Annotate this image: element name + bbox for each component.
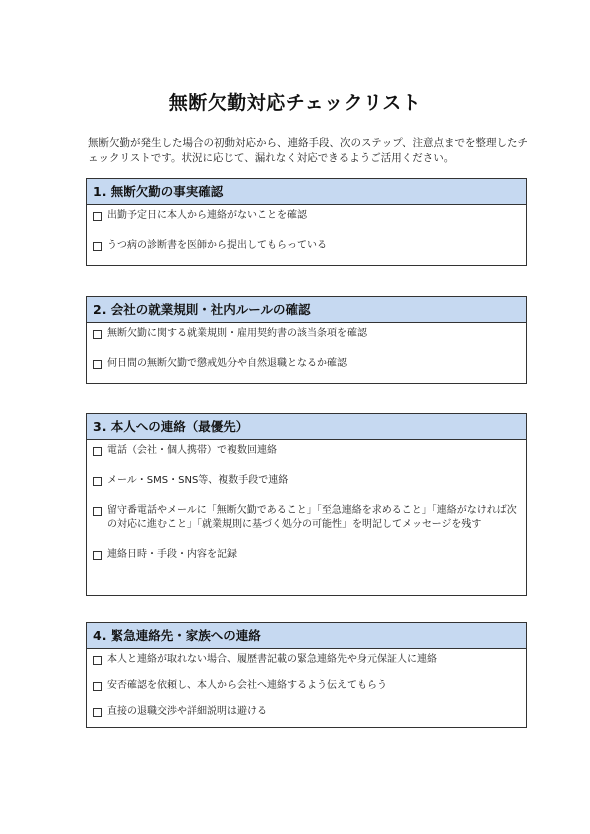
section-heading: 3. 本人への連絡（最優先） [87, 414, 526, 440]
list-item [93, 504, 520, 532]
item-text: うつ病の診断書を医師から提出してもらっている [107, 240, 327, 251]
checkbox[interactable] [93, 656, 102, 665]
checkbox[interactable] [93, 477, 102, 486]
item-text: 連絡日時・手段・内容を記録 [107, 549, 237, 560]
item-text: メール・SMS・SNS等、複数手段で連絡 [107, 475, 289, 486]
section-heading: 1. 無断欠勤の事実確認 [87, 179, 526, 205]
checkbox[interactable] [93, 682, 102, 691]
checkbox[interactable] [93, 330, 102, 339]
list-item [93, 327, 520, 341]
item-text: 留守番電話やメールに「無断欠勤であること」「至急連絡を求めること」「連絡がなければ次の対応に進むこと」「就業規則に基づく処分の可能性」を明記してメッセージを残す [107, 505, 517, 530]
item-text: 本人と連絡が取れない場合、履歴書記載の緊急連絡先や身元保証人に連絡 [107, 654, 437, 665]
checkbox[interactable] [93, 447, 102, 456]
list-item [93, 705, 520, 719]
checkbox[interactable] [93, 242, 102, 251]
list-item [93, 444, 520, 458]
list-item [93, 357, 520, 371]
list-item [93, 209, 520, 223]
page-title: 無断欠勤対応チェックリスト [168, 92, 422, 114]
section-rules-check [86, 296, 527, 384]
checkbox[interactable] [93, 551, 102, 560]
section-heading: 2. 会社の就業規則・社内ルールの確認 [87, 297, 526, 323]
section-fact-check [86, 178, 527, 266]
section-emergency-contact [86, 622, 527, 728]
checkbox[interactable] [93, 212, 102, 221]
section-contact-employee [86, 413, 527, 596]
checkbox[interactable] [93, 360, 102, 369]
item-text: 安否確認を依頼し、本人から会社へ連絡するよう伝えてもらう [107, 680, 387, 691]
item-text: 何日間の無断欠勤で懲戒処分や自然退職となるか確認 [107, 358, 347, 369]
list-item [93, 653, 520, 667]
list-item [93, 679, 520, 693]
list-item [93, 548, 520, 562]
item-text: 出勤予定日に本人から連絡がないことを確認 [107, 210, 307, 221]
checkbox[interactable] [93, 708, 102, 717]
intro-text: 無断欠勤が発生した場合の初動対応から、連絡手段、次のステップ、注意点までを整理したチェックリストです。状況に応じて、漏れなく対応できるようご活用ください。 [88, 137, 528, 164]
item-text: 電話（会社・個人携帯）で複数回連絡 [107, 445, 277, 456]
section-heading: 4. 緊急連絡先・家族への連絡 [87, 623, 526, 649]
list-item [93, 474, 520, 488]
item-text: 直接の退職交渉や詳細説明は避ける [107, 706, 267, 717]
list-item [93, 239, 520, 253]
checkbox[interactable] [93, 507, 102, 516]
item-text: 無断欠勤に関する就業規則・雇用契約書の該当条項を確認 [107, 328, 367, 339]
